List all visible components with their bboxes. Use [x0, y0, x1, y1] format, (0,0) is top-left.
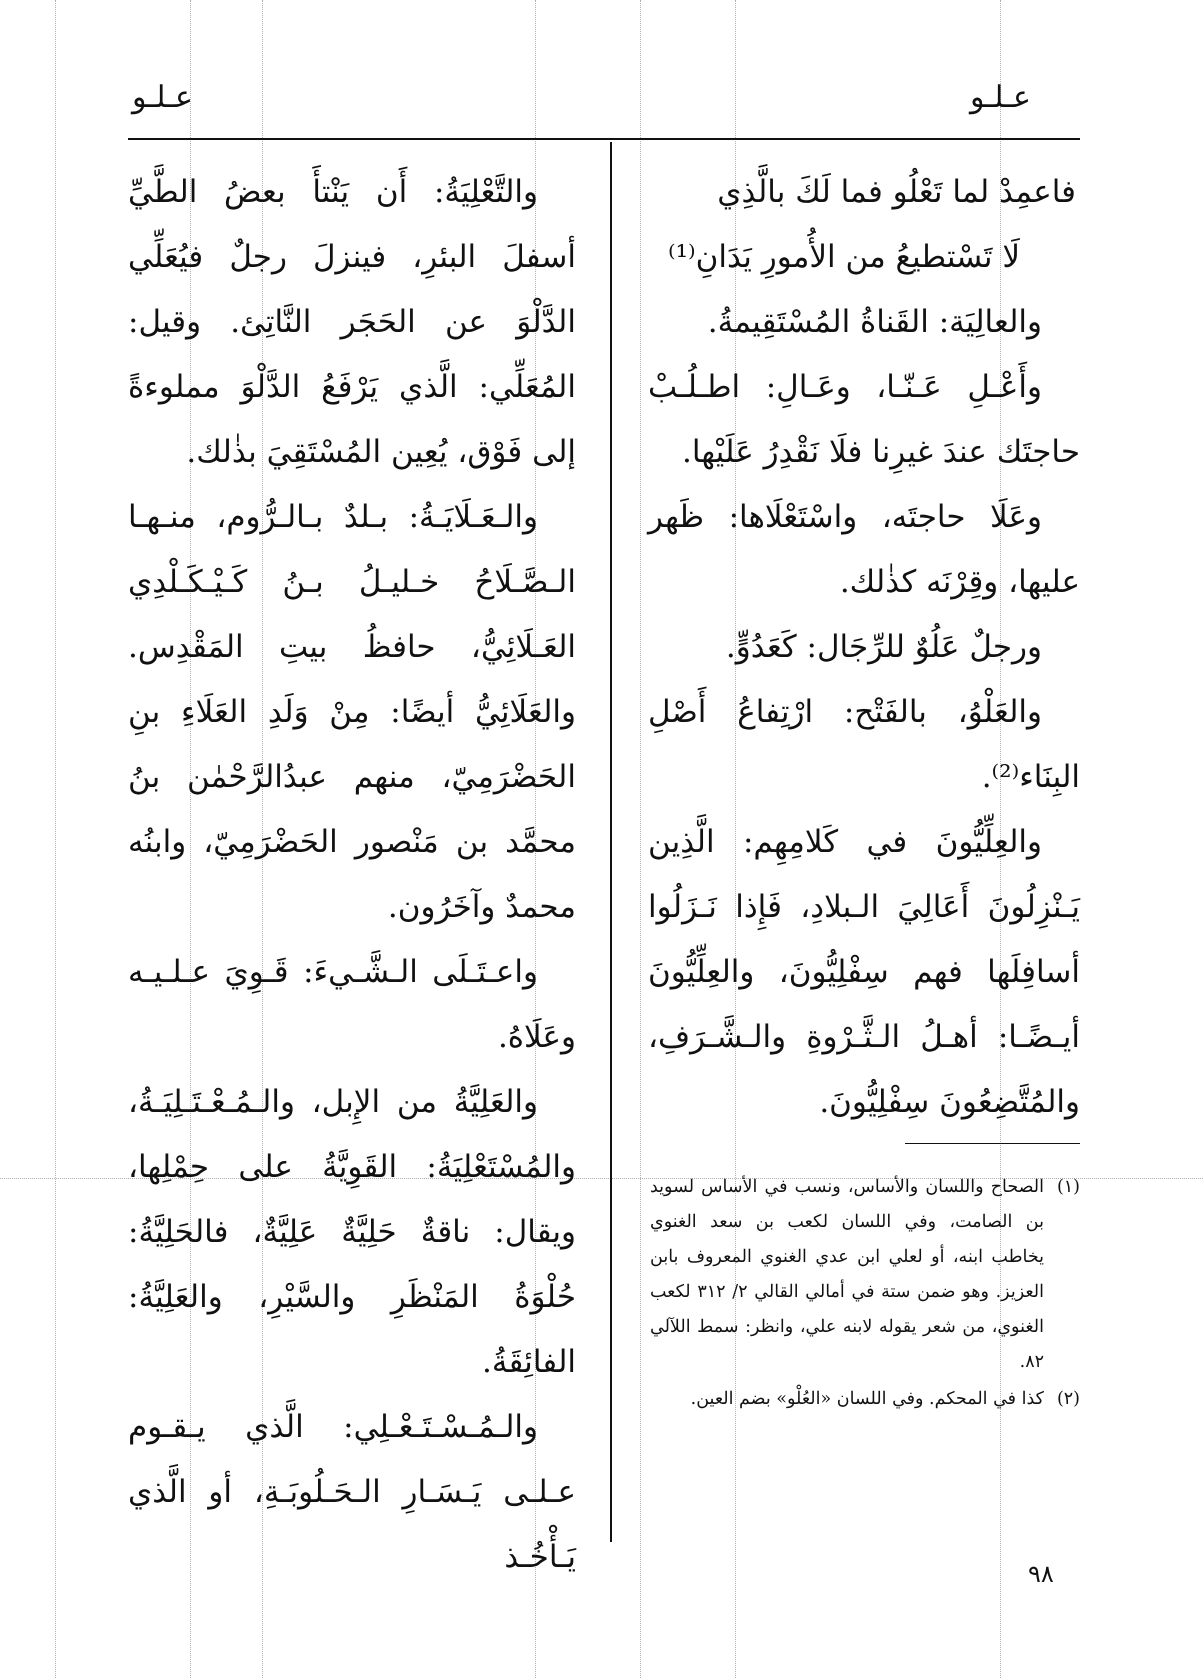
footnote-text: كذا في المحكم. وفي اللسان «العُلْو» بضم العين.	[690, 1389, 1044, 1409]
paragraph: والعالِيَة: القَناةُ المُسْتَقِيمةُ.	[707, 304, 1042, 340]
footnotes	[650, 1170, 1080, 1419]
paragraph: والتَّعْلِيَةُ: أَن يَنْتأَ بعضُ الطَّيِّ أسفلَ البئرِ، فينزلَ رجلٌ فيُعَلِّي الدَّلْوَ عن الحَجَر النَّاتِئ. وقيل: المُعَلِّي: الَّذي يَرْفَعُ الدَّلْوَ مملوءةً إلى فَوْق، يُعِين المُسْتَقِيَ بذٰلك.	[128, 174, 576, 470]
verse-line-1: فاعمِدْ لما تَعْلُو فما لَكَ بالَّذِي	[717, 174, 1076, 210]
paragraph: وأَعْـلِ عَـنّـا، وعَـالِ: اطـلُـبْ حاجتَك عندَ غيرِنا فلَا نَقْدِرُ عَلَيْها.	[648, 369, 1080, 470]
footnote-number: (١)	[1056, 1177, 1080, 1197]
scan-guide-line	[55, 0, 56, 1678]
running-head-left: عـلـو	[132, 80, 193, 115]
paragraph: والـمُـسْـتَـعْـلِي: الَّذي يـقـوم عـلـى يَـسَـارِ الـحَـلُوبَـةِ، أو الَّذي يَـأْخُـذ	[128, 1409, 576, 1575]
footnote-1	[650, 1170, 1080, 1380]
paragraph: واعـتَـلَى الـشَّـيءَ: قَـوِيَ عـلـيـه وعَلَاهُ.	[128, 954, 576, 1055]
header-rule	[128, 138, 1080, 140]
paragraph: ورجلٌ عَلُوٌ للرِّجَال: كَعَدُوٍّ.	[725, 629, 1042, 665]
paragraph: والعَلِيَّةُ من الإِبل، والـمُـعْـتَـلِيَـةُ، والمُسْتَعْلِيَةُ: القَوِيَّةُ على حِمْلِها، ويقال: ناقةٌ حَلِيَّةٌ عَلِيَّةٌ، فالحَلِيَّةُ: حُلْوَةُ المَنْظَرِ والسَّيْرِ، والعَلِيَّةُ: الفائِقَةُ.	[128, 1084, 576, 1380]
footnote-number: (٢)	[1056, 1389, 1080, 1409]
left-column	[128, 160, 576, 1590]
footnote-text: الصحاح واللسان والأساس، ونسب في الأساس لسويد بن الصامت، وفي اللسان لكعب بن سعد الغنوي يخاطب ابنه، أو لعلي ابن عدي الغنوي المعروف بابن العزيز. وهو ضمن ستة في أمالي القالي ٢/ ٣١٢ لكعب الغنوي، من شعر يقوله لابنه علي، وانظر: سمط اللآلي ٨٢.	[650, 1177, 1044, 1372]
paragraph: والعَلْوُ، بالفَتْح: ارْتِفاعُ أَصْلِ البِنَاء⁽²⁾.	[648, 694, 1080, 795]
paragraph: والـعَـلَايَـةُ: بـلدٌ بـالـرُّوم، منـهـا الـصَّـلَاحُ خـليـلُ بـنُ كَـيْـكَـلْدِي العَـلَائِيُّ، حافظُ بيتِ المَقْدِس. والعَلَائِيُّ أيضًا: مِنْ وَلَدِ العَلَاءِ بنِ الحَضْرَمِيّ، منهم عبدُالرَّحْمٰن بنُ محمَّد بن مَنْصور الحَضْرَمِيّ، وابنُه محمدٌ وآخَرُون.	[128, 499, 576, 925]
page-number: ٩٨	[1028, 1560, 1054, 1588]
footnote-rule	[905, 1143, 1080, 1144]
right-column	[648, 160, 1080, 1135]
paragraph: وعَلَا حاجتَه، واسْتَعْلَاها: ظَهر عليها، وقِرْنَه كذٰلك.	[648, 499, 1080, 600]
verse-line-2: لَا تَسْتطيعُ من الأُمورِ يَدَانِ⁽¹⁾	[667, 239, 1020, 275]
scan-guide-line	[640, 0, 641, 1678]
paragraph: والعِلِّيُّونَ في كَلامِهِم: الَّذِين يَـنْزِلُونَ أَعَالِيَ الـبلادِ، فَإِذا نَـزَلُوا أسافِلَها فهم سِفْلِيُّونَ، والعِلِّيُّونَ أيـضًـا: أهـلُ الـثَّـرْوةِ والـشَّـرَفِ، والمُتَّضِعُونَ سِفْلِيُّونَ.	[648, 824, 1080, 1120]
running-head-right: عـلـو	[970, 80, 1031, 115]
footnote-2	[650, 1382, 1080, 1417]
column-divider	[610, 142, 612, 1542]
